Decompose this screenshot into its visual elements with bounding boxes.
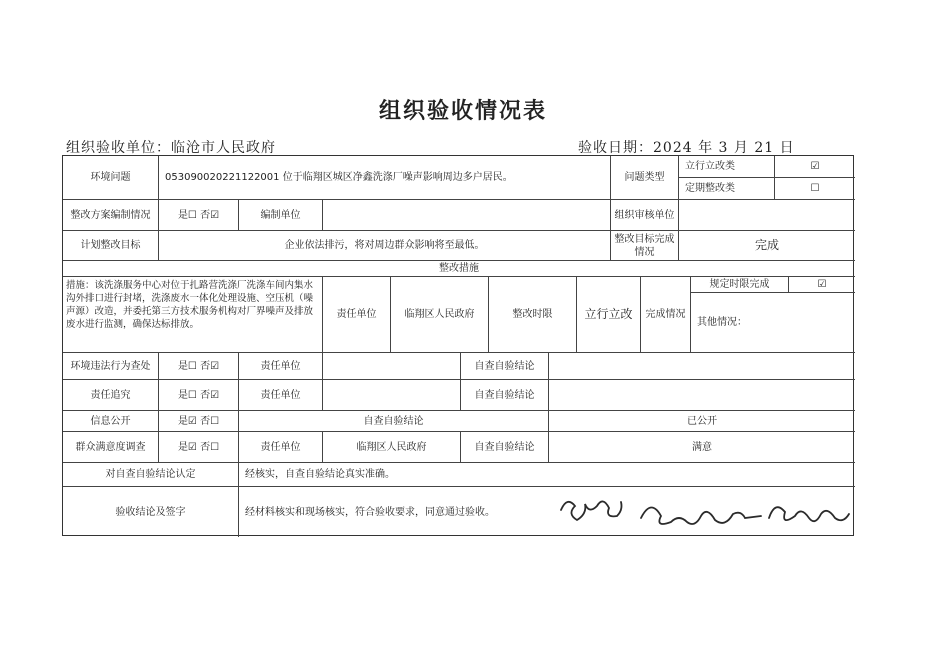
resp-unit-label: 责任单位: [323, 277, 391, 353]
on-time-label: 规定时限完成: [691, 277, 789, 293]
plan-yes-no: 是☐ 否☑: [159, 200, 239, 231]
prep-unit-label: 编制单位: [239, 200, 323, 231]
confirm-label: 对自查自验结论认定: [63, 463, 239, 487]
signature-3: [769, 507, 849, 521]
goal-status-label: 整改目标完成情况: [611, 231, 679, 261]
goal-text: 企业依法排污，将对周边群众影响将至最低。: [159, 231, 611, 261]
immediate-checkbox: ☑: [775, 156, 855, 178]
conclusion-value: 经材料核实和现场核实，符合验收要求，同意通过验收。: [245, 506, 495, 518]
periodic-checkbox: ☐: [775, 178, 855, 200]
env-problem-text: 05309002022112​2001 位于临翔区城区净鑫洗涤厂噪声影响周边多户居民。: [159, 156, 611, 200]
plan-label: 整改方案编制情况: [63, 200, 159, 231]
goal-status-value: 完成: [679, 231, 855, 261]
measures-header: 整改措施: [63, 261, 855, 277]
acceptance-table: [62, 155, 854, 536]
deadline-value: 立行立改: [577, 277, 641, 353]
review-unit-value: [679, 200, 855, 231]
signature-1: [561, 501, 622, 520]
signature-2: [641, 507, 761, 524]
satisfaction-check-label: 自查自验结论: [461, 432, 549, 463]
problem-type-label: 问题类型: [611, 156, 679, 200]
resp-unit-value: 临翔区人民政府: [391, 277, 489, 353]
accountability-label: 责任追究: [63, 380, 159, 411]
satisfaction-resp-label: 责任单位: [239, 432, 323, 463]
review-unit-label: 组织审核单位: [611, 200, 679, 231]
disclosure-check-label: 自查自验结论: [239, 411, 549, 432]
disclosure-value: 已公开: [549, 411, 855, 432]
violation-check-value: [549, 353, 855, 380]
accountability-check-label: 自查自验结论: [461, 380, 549, 411]
violation-check-label: 自查自验结论: [461, 353, 549, 380]
violation-resp-label: 责任单位: [239, 353, 323, 380]
confirm-value: 经核实，自查自验结论真实准确。: [239, 463, 855, 487]
org-unit: 组织验收单位：临沧市人民政府: [66, 140, 276, 156]
env-problem-label: 环境问题: [63, 156, 159, 200]
disclosure-yes-no: 是☑ 否☐: [159, 411, 239, 432]
deadline-label: 整改时限: [489, 277, 577, 353]
on-time-checkbox: ☑: [789, 277, 855, 293]
accountability-resp-value: [323, 380, 461, 411]
prep-unit-value: [323, 200, 611, 231]
satisfaction-resp-value: 临翔区人民政府: [323, 432, 461, 463]
periodic-label: 定期整改类: [679, 178, 775, 200]
violation-yes-no: 是☐ 否☑: [159, 353, 239, 380]
conclusion-label: 验收结论及签字: [63, 487, 239, 537]
accountability-check-value: [549, 380, 855, 411]
document-title: 组织验收情况表: [378, 98, 547, 124]
satisfaction-label: 群众满意度调查: [63, 432, 159, 463]
disclosure-label: 信息公开: [63, 411, 159, 432]
handwritten-signatures: [555, 488, 855, 536]
completion-label: 完成情况: [641, 277, 691, 353]
other-label: 其他情况：: [691, 293, 855, 353]
violation-label: 环境违法行为查处: [63, 353, 159, 380]
accountability-yes-no: 是☐ 否☑: [159, 380, 239, 411]
immediate-label: 立行立改类: [679, 156, 775, 178]
satisfaction-value: 满意: [549, 432, 855, 463]
accountability-resp-label: 责任单位: [239, 380, 323, 411]
accept-date: 验收日期：2024 年 3 月 21 日: [578, 140, 795, 156]
satisfaction-yes-no: 是☑ 否☐: [159, 432, 239, 463]
measures-text: 措施：该洗涤服务中心对位于扎路营洗涤厂洗涤车间内集水沟外排口进行封堵，洗涤废水一体化处理设施、空压机（噪声源）改造，并委托第三方技术服务机构对厂界噪声及排放废水进行监测，确保达标排放。: [63, 277, 323, 353]
goal-label: 计划整改目标: [63, 231, 159, 261]
violation-resp-value: [323, 353, 461, 380]
